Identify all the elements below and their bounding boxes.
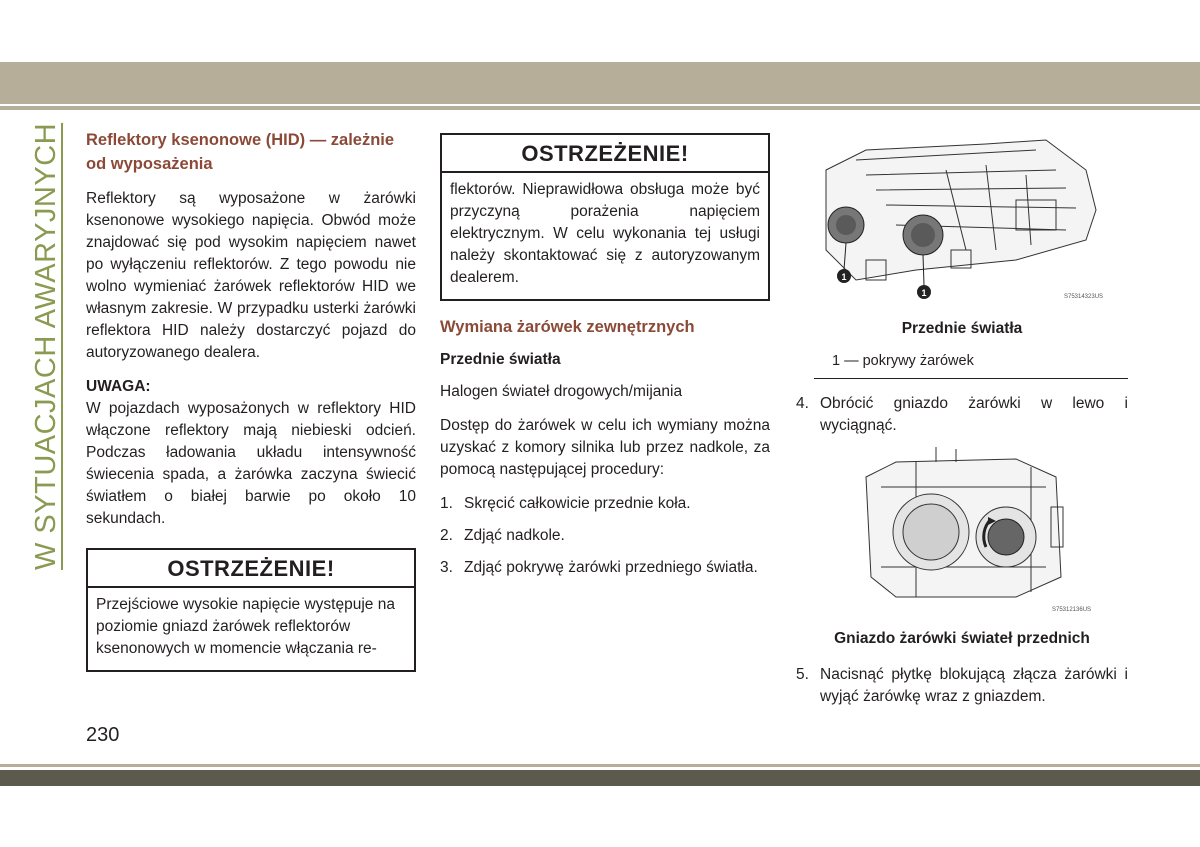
step-1 bbox=[440, 493, 770, 515]
callout-1a: 1 bbox=[841, 272, 847, 282]
step-3 bbox=[440, 557, 770, 579]
section-heading-hid: Reflektory ksenonowe (HID) — zależnie od wyposażenia bbox=[86, 131, 395, 173]
bulb-socket-illustration bbox=[856, 447, 1128, 624]
step-number: 3. bbox=[440, 559, 453, 576]
note-label: UWAGA: bbox=[86, 378, 151, 395]
top-band bbox=[0, 62, 1200, 104]
figure-code-1: S75314323US bbox=[1064, 294, 1104, 300]
column-3 bbox=[796, 130, 1128, 718]
step-number: 2. bbox=[440, 527, 453, 544]
subheading-front-lights: Przednie światła bbox=[440, 351, 561, 368]
section-heading-bulbs: Wymiana żarówek zewnętrznych bbox=[440, 318, 695, 336]
headlamp-drawing bbox=[796, 130, 1128, 305]
bottom-band-line bbox=[0, 764, 1200, 767]
step-text: Zdjąć nadkole. bbox=[464, 527, 565, 544]
step-text: Nacisnąć płytkę blokującą złącza żarówki i wyjąć żarówkę wraz z gniazdem. bbox=[820, 666, 1128, 705]
warning-title-2: OSTRZEŻENIE! bbox=[442, 135, 768, 173]
bottom-band bbox=[0, 770, 1200, 786]
column-1 bbox=[86, 128, 416, 672]
step-text: Obrócić gniazdo żarówki w lewo i wyciągnąć. bbox=[820, 395, 1128, 434]
figure-caption-1: Przednie światła bbox=[901, 320, 1023, 337]
step-number: 5. bbox=[796, 666, 809, 683]
warning-title-1: OSTRZEŻENIE! bbox=[88, 550, 414, 588]
step-text: Skręcić całkowicie przednie koła. bbox=[464, 495, 691, 512]
figure-caption-2: Gniazdo żarówki świateł przednich bbox=[834, 630, 1090, 647]
side-tab bbox=[30, 122, 74, 570]
figure-code-2: S75312136US bbox=[1052, 607, 1092, 613]
step-4 bbox=[796, 393, 1128, 437]
side-tab-label: W SYTUACJACH AWARYJNYCH bbox=[30, 122, 62, 570]
warning-box-1 bbox=[86, 548, 416, 672]
step-2 bbox=[440, 525, 770, 547]
warning-box-2 bbox=[440, 133, 770, 301]
hid-paragraph: Reflektory są wyposażone w żarówki ksenonowe wysokiego napięcia. Obwód może znajdować się pod wysokim napięciem nawet po wyłączeniu reflektorów. Z tego powodu nie wolno wymieniać żarówek reflektorów HID we własnym zakresie. W przypadku usterki żarówki reflektora HID należy dostarczyć pojazd do autoryzowanego dealera. bbox=[86, 190, 416, 361]
column-2 bbox=[440, 133, 770, 589]
figure-legend-1: 1 — pokrywy żarówek bbox=[814, 350, 1128, 379]
warning-text-2: flektorów. Nieprawidłowa obsługa może być przyczyną porażenia napięciem elektrycznym. W celu wykonania tej usługi należy skontaktować się z autoryzowanym dealerem. bbox=[450, 181, 760, 286]
socket-drawing bbox=[856, 447, 1116, 617]
halogen-text: Halogen świateł drogowych/mijania bbox=[440, 383, 683, 400]
warning-text-1: Przejściowe wysokie napięcie występuje na poziomie gniazd żarówek reflektorów ksenonowych w momencie włączania re- bbox=[96, 596, 395, 657]
step-5 bbox=[796, 664, 1128, 708]
top-band-line bbox=[0, 106, 1200, 110]
note-text: W pojazdach wyposażonych w reflektory HID włączone reflektory mają niebieski odcień. Podczas ładowania układu intensywność świecenia spada, a żarówka zaczyna świecić światłem o białej barwie po około 10 sekundach. bbox=[86, 400, 416, 527]
headlamp-illustration bbox=[796, 130, 1128, 312]
step-number: 4. bbox=[796, 395, 809, 412]
access-text: Dostęp do żarówek w celu ich wymiany można uzyskać z komory silnika lub przez nadkole, za pomocą następującej procedury: bbox=[440, 417, 770, 478]
callout-1b: 1 bbox=[921, 288, 927, 298]
page-number: 230 bbox=[86, 724, 120, 746]
step-number: 1. bbox=[440, 495, 453, 512]
step-text: Zdjąć pokrywę żarówki przedniego światła. bbox=[464, 559, 758, 576]
